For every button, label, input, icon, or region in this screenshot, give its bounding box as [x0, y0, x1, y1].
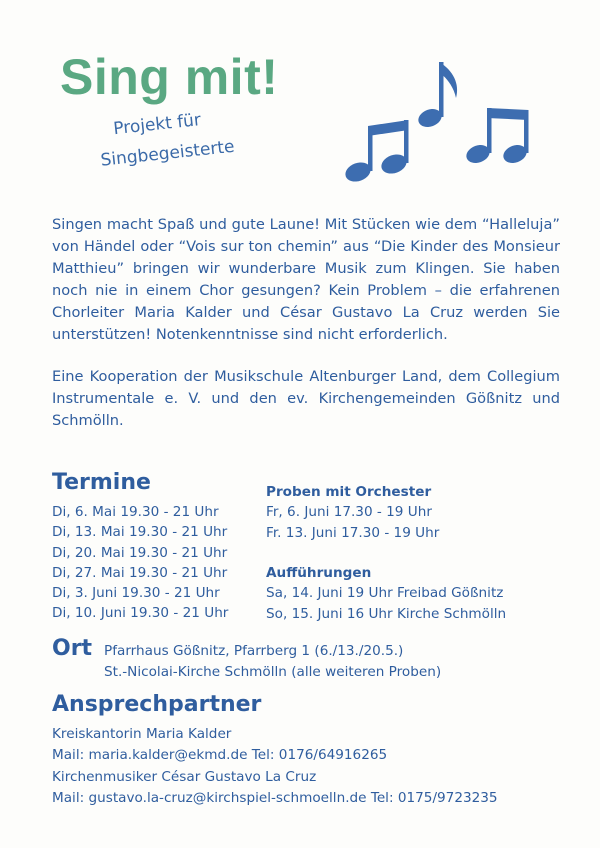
termine-special [266, 482, 566, 624]
contact-line: Mail: gustavo.la-cruz@kirchspiel-schmoelln.de Tel: 0175/9723235 [52, 789, 498, 806]
contact-line: Mail: maria.kalder@ekmd.de Tel: 0176/64916265 [52, 747, 388, 764]
intro-text [52, 214, 560, 452]
orchester-heading: Proben mit Orchester [266, 484, 432, 500]
date-item: Di, 10. Juni 19.30 - 21 Uhr [52, 605, 229, 622]
date-item: Di, 27. Mai 19.30 - 21 Uhr [52, 564, 228, 581]
ort-heading: Ort [52, 636, 93, 661]
date-item: Di, 13. Mai 19.30 - 21 Uhr [52, 524, 228, 541]
intro-paragraph: Singen macht Spaß und gute Laune! Mit Stücken wie dem “Halleluja” von Händel oder “Vois sur ton chemin” aus “Die Kinder des Monsieur Matthieu” bringen wir wunderbare Musik zum Klingen. Sie haben noch nie in einem Chor gesungen? Kein Problem – die erfahrenen Chorleiter Maria Kalder und César Gustavo La Cruz werden Sie unterstützen! Notenkenntnisse sind nicht erforderlich. [52, 216, 560, 343]
contact-line: Kirchenmusiker César Gustavo La Cruz [52, 768, 317, 785]
ort-line: Pfarrhaus Gößnitz, Pfarrberg 1 (6./13./20.5.) [104, 643, 404, 659]
termine-heading: Termine [52, 470, 151, 495]
subtitle-line: Projekt für [112, 110, 202, 140]
termine-dates [52, 502, 252, 624]
subtitle-line: Singbegeisterte [99, 136, 236, 171]
music-notes-illustration [338, 54, 538, 194]
orchester-item: Fr, 6. Juni 17.30 - 19 Uhr [266, 504, 432, 521]
subtitle [96, 98, 271, 175]
date-item: Di, 20. Mai 19.30 - 21 Uhr [52, 544, 228, 561]
music-note-icon [464, 108, 529, 166]
ort-line: St.-Nicolai-Kirche Schmölln (alle weiteren Proben) [104, 664, 442, 680]
auffuehrung-item: So, 15. Juni 16 Uhr Kirche Schmölln [266, 605, 507, 622]
auffuehrung-item: Sa, 14. Juni 19 Uhr Freibad Gößnitz [266, 585, 504, 602]
ort-details [104, 641, 441, 683]
intro-paragraph: Eine Kooperation der Musikschule Altenburger Land, dem Collegium Instrumentale e. V. und den ev. Kirchengemeinden Gößnitz und Schmölln. [52, 368, 560, 429]
music-note-icon [416, 62, 457, 130]
contact-line: Kreiskantorin Maria Kalder [52, 726, 232, 742]
auffuehrungen-heading: Aufführungen [266, 565, 372, 582]
contact-details [52, 724, 498, 809]
date-item: Di, 3. Juni 19.30 - 21 Uhr [52, 585, 220, 602]
date-item: Di, 6. Mai 19.30 - 21 Uhr [52, 504, 219, 520]
orchester-item: Fr. 13. Juni 17.30 - 19 Uhr [266, 524, 440, 541]
ansprechpartner-heading: Ansprechpartner [52, 692, 262, 717]
music-note-icon [343, 120, 410, 185]
page-title: Sing mit! [60, 49, 279, 105]
